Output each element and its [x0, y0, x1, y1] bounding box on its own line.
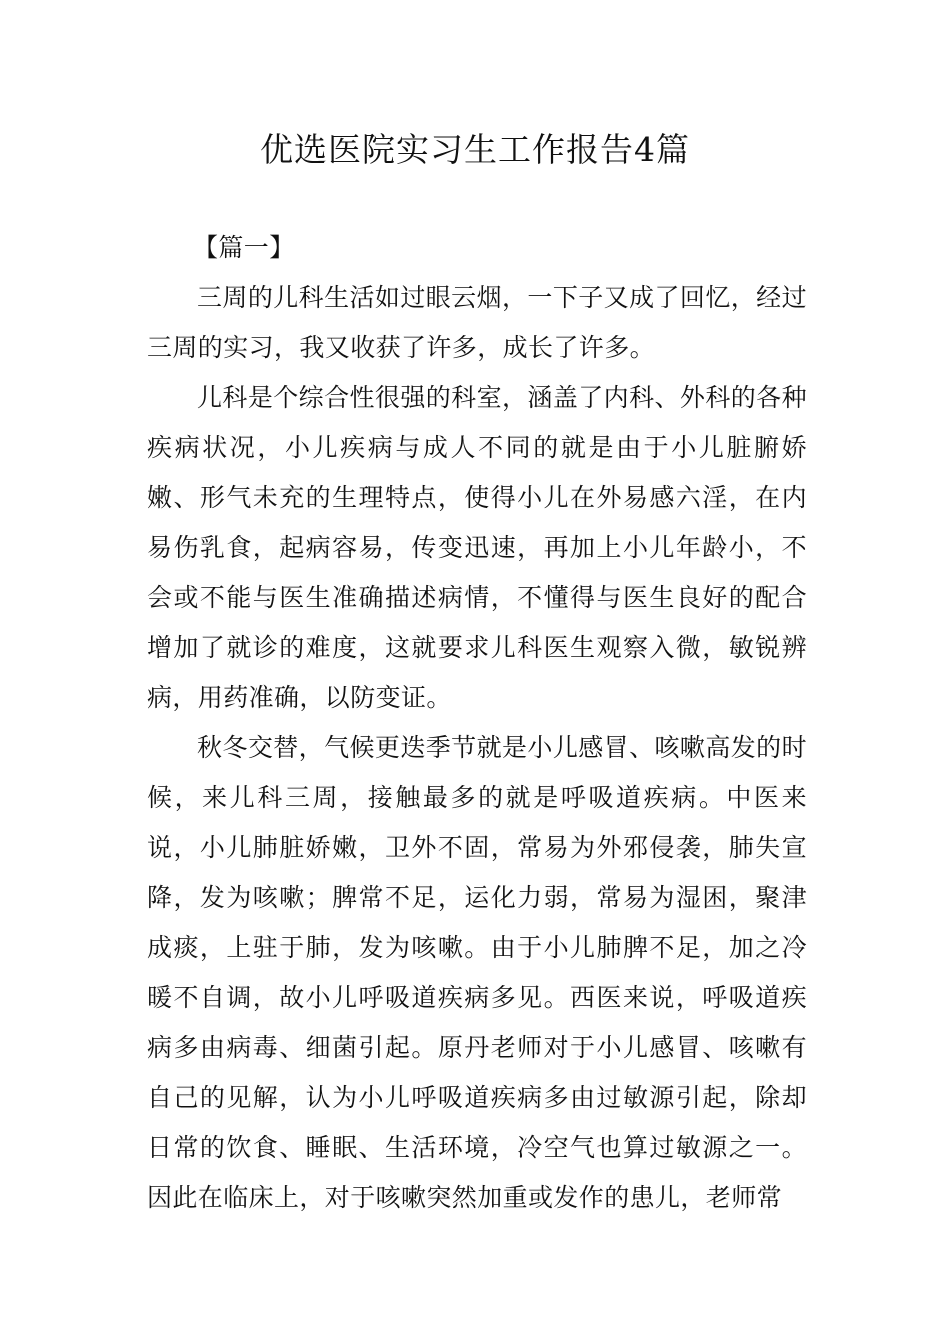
document-title: 优选医院实习生工作报告4篇: [260, 130, 690, 169]
paragraph-3: 秋冬交替，气候更迭季节就是小儿感冒、咳嗽高发的时候，来儿科三周，接触最多的就是呼吸道疾病。中医来说，小儿肺脏娇嫩，卫外不固，常易为外邪侵袭，肺失宣降，发为咳嗽；脾常不足，运化力弱，常易为湿困，聚津成痰，上驻于肺，发为咳嗽。由于小儿肺脾不足，加之冷暖不自调，故小儿呼吸道疾病多见。西医来说，呼吸道疾病多由病毒、细菌引起。原丹老师对于小儿感冒、咳嗽有自己的见解，认为小儿呼吸道疾病多由过敏源引起，除却日常的饮食、睡眠、生活环境，冷空气也算过敏源之一。因此在临床上，对于咳嗽突然加重或发作的患儿，老师常: [147, 733, 807, 1212]
document-body: [147, 223, 807, 1223]
paragraph-2: 儿科是个综合性很强的科室，涵盖了内科、外科的各种疾病状况，小儿疾病与成人不同的就是由于小儿脏腑娇嫩、形气未充的生理特点，使得小儿在外易感六淫，在内易伤乳食，起病容易，传变迅速，再加上小儿年龄小，不会或不能与医生准确描述病情，不懂得与医生良好的配合增加了就诊的难度，这就要求儿科医生观察入微，敏锐辨病，用药准确，以防变证。: [147, 383, 807, 712]
section-label: 【篇一】: [193, 233, 295, 262]
paragraph-1: 三周的儿科生活如过眼云烟，一下子又成了回忆，经过三周的实习，我又收获了许多，成长了许多。: [147, 283, 807, 362]
